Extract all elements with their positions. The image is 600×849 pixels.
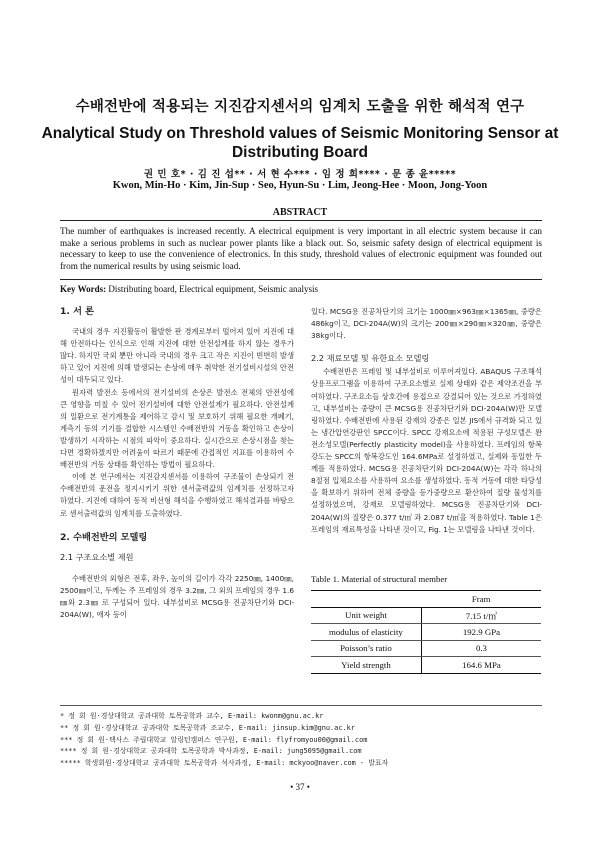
left-column (60, 306, 294, 621)
table-row-value: 164.6 MPa (421, 657, 541, 674)
material-table (311, 590, 541, 674)
table-row-label: modulus of elasticity (311, 624, 421, 641)
table-header: Fram (421, 591, 541, 608)
section-1-paragraph: 이에 본 연구에서는 지진감지센서를 이용하여 구조물이 손상되기 전 수배전반의 운전을 정지시키기 위한 센서출력값의 임계치를 선정하고자 하였다. 지진에 대하여 동적 비선형 해석을 수행하였고 해석결과를 바탕으로 센서출력값의 임계치를 도출하였다. (60, 472, 294, 518)
footnote: ***** 학생회원·경상대학교 공과대학 토목공학과 석사과정, E-mail: mckyoo@naver.com - 발표자 (60, 759, 389, 768)
table-row-label: Unit weight (311, 607, 421, 624)
table-row-label: Poisson’s ratio (311, 640, 421, 657)
section-1-paragraph: 원자력 발전소 등에서의 전기설비의 손상은 발전소 전체의 안전성에 큰 영향을 미칠 수 있어 전기설비에 대한 안전설계가 필요하다. 안전설계의 일환으로 전기계통을 제어하고 감시 및 보호하기 위해 필요한 개폐기, 계측기 등의 기기를 결합한 시스템인 수배전반의 거동을 확인하고 손상이 발생하기 시작하는 시점의 파악이 중요하다. 실시간으로 손상시점을 찾는다면 경확하겠지만 어려움이 따르기 때문에 간접적인 지표를 이용하여 수배전반의 거동 상태를 확인하는 방법이 필요하다. (60, 387, 294, 470)
abstract-heading: ABSTRACT (272, 207, 328, 218)
keywords-label: Key Words: (60, 284, 107, 294)
right-column (311, 306, 542, 536)
table-caption: Table 1. Material of structural member (311, 574, 448, 584)
authors-korean: 권 민 호* · 김 진 섭** · 서 현 수*** · 임 정 희**** · 문 종 윤***** (143, 169, 457, 180)
title-korean: 수배전반에 적용되는 지진감지센서의 임계치 도출을 위한 해석적 연구 (75, 99, 525, 115)
section-2-2-paragraph: 수배전반은 프레임 및 내부설비로 이루어져있다. ABAQUS 구조해석 상용프로그램을 이용하여 구조요소별로 실제 상태와 같은 제약조건을 부여하였다. 구조요소들 상호간에 용접으로 강결되어 있는 것으로 가정하였고, 내부설비는 중량이 큰 MCSG용 진공차단기와 DCI-204A(W)만 모델링하였다. 수배전반에 사용된 강재의 강종은 일본 JIS에서 규격화 되고 있는 냉간압연강판인 SPCC이다. SPCC 강재요소에 적용된 구성모델은 완전소성모델(Perfectly plasticity model)을 사용하였다. 프레임의 항복강도는 SPCC의 항복강도인 164.6MPa로 설정하였고, 실제와 동일한 두께를 적용하였다. MCSG용 진공차단기와 DCI-204A(W)는 각각 하나의 8절점 입체요소를 사용하여 요소를 생성하였다. 동적 거동에 대한 타당성을 확보하기 위하여 전체 중량을 등가중량으로 환산하여 질량 물성치를 설정하였으며, 강재로 모델링하였다. MCSG용 진공차단기와 DCI-204A(W)의 질량은 0.377 t/㎥ 과 2.087 t/㎥을 적용하였다. Table 1은 프레임의 재료특성을 나타낸 것이고, Fig. 1는 모델링을 나타낸 것이다. (311, 367, 542, 534)
continued-paragraph: 있다. MCSG용 진공차단기의 크기는 1000㎜×963㎜×1365㎜, 중량은 486kg이고, DCI-204A(W)의 크기는 200㎜×290㎜×320㎜, 중량은 38kg이다. (311, 307, 542, 341)
footnote: *** 정 회 원·택사스 주립대학교 알링턴캠퍼스 연구원, E-mail: flyfromyou00@gmail.com (60, 735, 368, 744)
authors-english: Kwon, Min-Ho · Kim, Jin-Sup · Seo, Hyun-Su · Lim, Jeong-Hee · Moon, Jong-Yoon (112, 180, 488, 191)
table-row-label: Yield strength (311, 657, 421, 674)
section-2-heading: 2. 수배전반의 모델링 (60, 531, 148, 543)
abstract-bottom-rule (60, 279, 542, 280)
table-header-empty (311, 591, 421, 608)
page-number: • 37 • (290, 782, 310, 792)
section-2-1-heading: 2.1 구조요소별 제원 (60, 551, 134, 562)
footnotes (60, 711, 542, 770)
keywords (60, 284, 542, 294)
section-2-2-heading: 2.2 재료모델 및 유한요소 모델링 (311, 353, 430, 364)
section-1-paragraph: 국내의 경우 지진활동이 활발한 판 경계로부터 떨어져 있어 지진에 대해 안전하다는 인식으로 인해 지진에 대한 안전설계를 하지 않는 경우가 많다. 하지만 국외 뿐만 아니라 국내의 경우 크고 작은 지진이 빈번히 발생하고 있어 지진에 의해 발생되는 손상에 매우 취약한 전기설비시설의 안전성이 대두되고 있다. (60, 327, 294, 385)
table-row-value: 192.9 GPa (421, 624, 541, 641)
footnote: **** 정 회 원·경상대학교 공과대학 토목공학과 박사과정, E-mail: jung5095@gmail.com (60, 747, 362, 756)
title-english: Analytical Study on Threshold values of Seismic Monitoring Sensor at Distributing Board (41, 125, 559, 161)
abstract-top-rule (60, 220, 542, 221)
abstract-text: The number of earthquakes is increased recently. A electrical equipment is very important in all electric system because it can make a serious problems in such as nuclear power plants like a black out. So, seismic safety design of electrical equipment is necessary to keep to use the convenience of electronics. In this study, threshold values of electronic equipment was founded out from the numerical results by using seismic load. (60, 226, 542, 271)
footnote: ** 정 회 원·경상대학교 공과대학 토목공학과 조교수, E-mail: jinsup.kim@gnu.ac.kr (60, 723, 355, 732)
footnote: * 정 회 원·경상대학교 공과대학 토목공학과 교수, E-mail: kwonm@gnu.ac.kr (60, 712, 324, 720)
keywords-text: Distributing board, Electrical equipment, Seismic analysis (108, 284, 319, 294)
table-row-value: 0.3 (421, 640, 541, 657)
table-row-value: 7.15 t/㎥ (421, 607, 541, 624)
section-1-heading: 1. 서 론 (60, 306, 95, 317)
footnote-rule (60, 705, 542, 706)
section-2-1-paragraph: 수배전반의 외형은 전후, 좌우, 높이의 길이가 각각 2250㎜, 1400㎜, 2500㎜이고, 두께는 주 프레임의 경우 3.2㎜, 그 외의 프레임의 경우 1.6㎜와 2.3㎜ 로 구성되어 있다. 내부설비로 MCSG용 진공차단기와 DCI-204A(W), 애자 등이 (60, 573, 294, 620)
